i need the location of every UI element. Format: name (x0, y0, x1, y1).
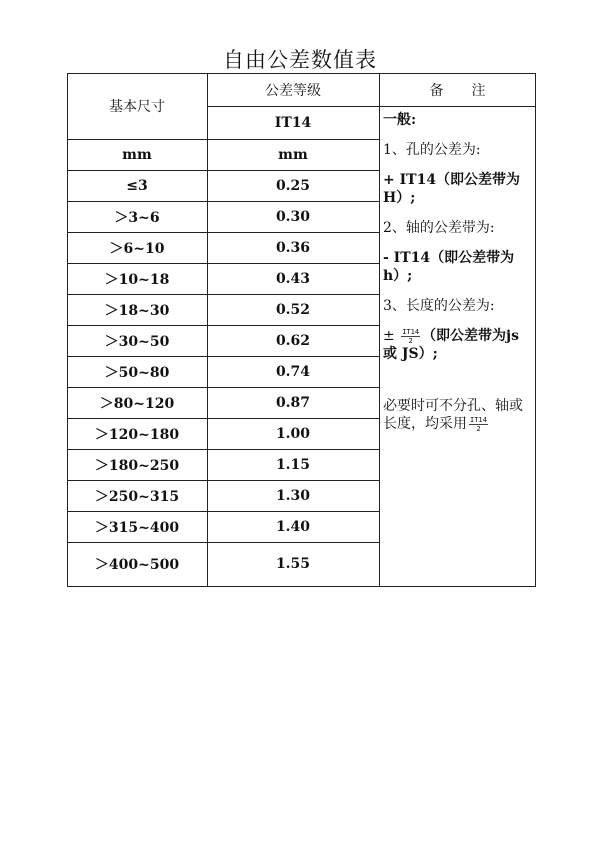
fraction-numerator: IT14 (402, 327, 420, 336)
it14-over-2-fraction (401, 328, 420, 345)
value-cell: 1.00 (275, 425, 311, 442)
header-basic-size: 基本尺寸 (109, 99, 165, 115)
plus-minus-sign: ± (383, 328, 395, 344)
size-cell: ＞120~180 (94, 426, 180, 443)
value-cell: 0.74 (275, 363, 311, 380)
size-cell: ＞50~80 (104, 364, 170, 381)
value-cell: 0.36 (275, 239, 311, 256)
remarks-notes (383, 111, 533, 445)
fraction-denominator: 2 (476, 424, 481, 433)
value-cell: 0.62 (275, 332, 311, 349)
value-cell: 0.25 (275, 177, 311, 194)
header-grade: IT14 (274, 114, 312, 131)
page-title: 自由公差数值表 (223, 48, 377, 72)
value-cell: 1.40 (275, 518, 311, 535)
notes-length-label: 3、长度的公差为: (383, 298, 495, 314)
header-tolerance-grade: 公差等级 (265, 82, 321, 99)
value-cell: 1.15 (275, 456, 311, 473)
value-cell: 0.87 (275, 394, 311, 411)
notes-shaft-value: - IT14（即公差带为h）; (383, 250, 515, 284)
notes-general: 一般: (383, 112, 417, 128)
it14-over-2-fraction (469, 416, 488, 433)
size-cell: ＞18~30 (104, 302, 170, 319)
size-cell: ＞30~50 (104, 333, 170, 350)
notes-hole-label: 1、孔的公差为: (383, 142, 481, 158)
value-cell: 0.43 (275, 270, 311, 287)
size-cell: ＞180~250 (94, 457, 180, 474)
size-cell: ≤3 (126, 177, 148, 194)
unit-size: mm (122, 146, 152, 163)
size-cell: ＞250~315 (94, 488, 180, 505)
notes-hole-value: + IT14（即公差带为H）; (383, 172, 521, 206)
size-cell: ＞10~18 (104, 271, 170, 288)
notes-length-value-line (383, 327, 533, 363)
size-cell: ＞400~500 (94, 557, 180, 573)
value-cell: 0.52 (275, 301, 311, 318)
value-cell: 0.30 (275, 208, 311, 225)
header-remarks: 备 注 (429, 82, 486, 99)
notes-shaft-label: 2、轴的公差带为: (383, 220, 495, 236)
size-cell: ＞6~10 (109, 240, 165, 257)
notes-necessary: 必要时可不分孔、轴或长度，均采用 (383, 398, 523, 432)
size-cell: ＞315~400 (94, 519, 180, 536)
size-cell: ＞80~120 (99, 395, 175, 412)
value-cell: 1.55 (275, 556, 311, 572)
notes-length-value: （即公差带为js 或 JS）; (383, 328, 519, 362)
fraction-denominator: 2 (408, 336, 413, 345)
value-cell: 1.30 (275, 487, 311, 504)
notes-necessary-line (383, 397, 533, 433)
unit-value: mm (278, 146, 308, 163)
fraction-numerator: IT14 (470, 415, 487, 424)
size-cell: ＞3~6 (114, 209, 160, 226)
